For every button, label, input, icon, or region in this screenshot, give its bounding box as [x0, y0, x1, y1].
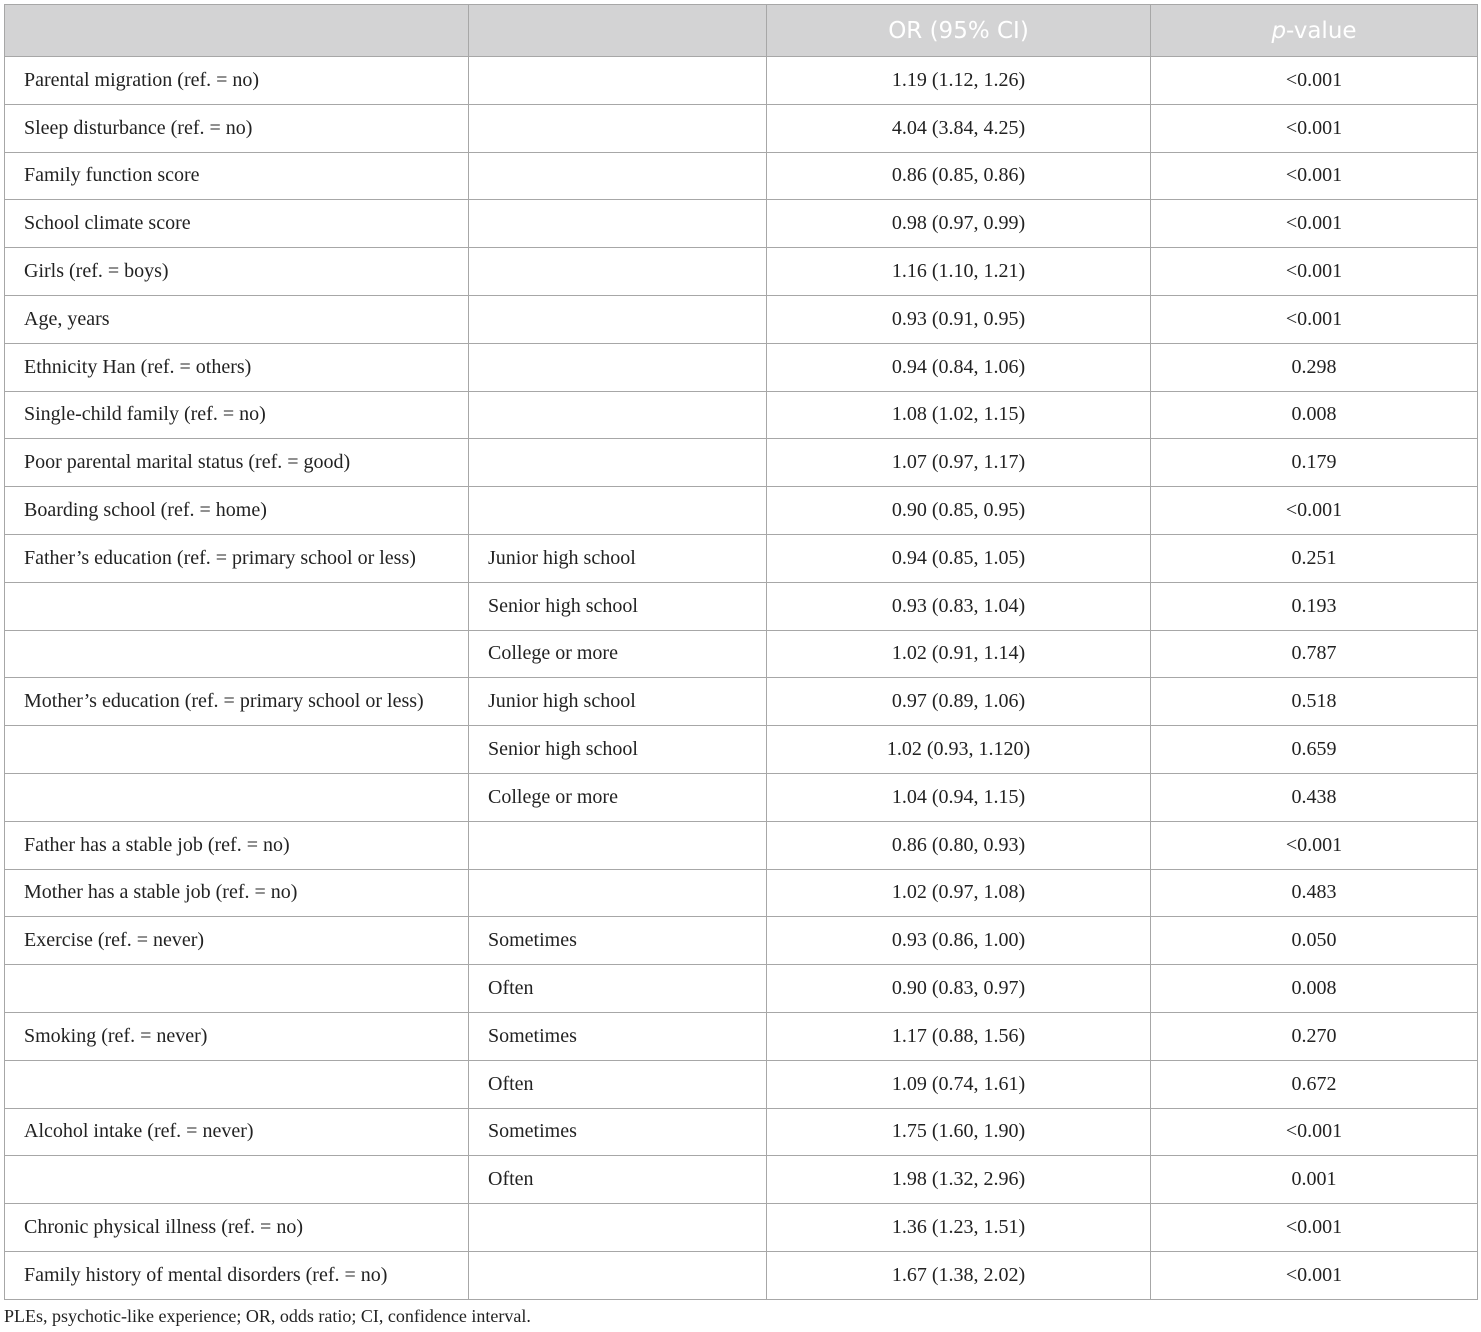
- cell-variable: Girls (ref. = boys): [5, 248, 469, 296]
- cell-variable: [5, 726, 469, 774]
- cell-category: [469, 343, 767, 391]
- cell-category: [469, 487, 767, 535]
- cell-p-value: <0.001: [1151, 487, 1478, 535]
- cell-or-ci: 1.75 (1.60, 1.90): [767, 1108, 1151, 1156]
- cell-category: [469, 200, 767, 248]
- cell-or-ci: 1.17 (0.88, 1.56): [767, 1012, 1151, 1060]
- table-row: [5, 869, 1478, 917]
- cell-variable: School climate score: [5, 200, 469, 248]
- table-row: [5, 1204, 1478, 1252]
- table-body: [5, 57, 1478, 1300]
- cell-variable: [5, 773, 469, 821]
- cell-variable: [5, 630, 469, 678]
- cell-variable: Sleep disturbance (ref. = no): [5, 104, 469, 152]
- cell-p-value: 0.179: [1151, 439, 1478, 487]
- table-row: [5, 104, 1478, 152]
- table-row: [5, 295, 1478, 343]
- header-variable: [5, 5, 469, 57]
- cell-p-value: <0.001: [1151, 57, 1478, 105]
- cell-or-ci: 0.97 (0.89, 1.06): [767, 678, 1151, 726]
- cell-p-value: 0.438: [1151, 773, 1478, 821]
- table-row: [5, 200, 1478, 248]
- cell-category: College or more: [469, 630, 767, 678]
- cell-p-value: 0.008: [1151, 391, 1478, 439]
- table-row: [5, 248, 1478, 296]
- table-row: [5, 1251, 1478, 1299]
- cell-variable: Parental migration (ref. = no): [5, 57, 469, 105]
- cell-category: [469, 1251, 767, 1299]
- cell-or-ci: 1.16 (1.10, 1.21): [767, 248, 1151, 296]
- table-row: [5, 439, 1478, 487]
- cell-category: [469, 295, 767, 343]
- cell-or-ci: 1.07 (0.97, 1.17): [767, 439, 1151, 487]
- table-row: [5, 965, 1478, 1013]
- table-row: [5, 1060, 1478, 1108]
- cell-category: [469, 391, 767, 439]
- cell-or-ci: 0.90 (0.85, 0.95): [767, 487, 1151, 535]
- cell-variable: Smoking (ref. = never): [5, 1012, 469, 1060]
- cell-category: [469, 869, 767, 917]
- cell-p-value: 0.659: [1151, 726, 1478, 774]
- cell-category: College or more: [469, 773, 767, 821]
- cell-p-value: <0.001: [1151, 1204, 1478, 1252]
- odds-ratio-table: [4, 4, 1478, 1300]
- cell-p-value: 0.193: [1151, 582, 1478, 630]
- cell-variable: Family history of mental disorders (ref. = no): [5, 1251, 469, 1299]
- cell-category: [469, 248, 767, 296]
- cell-category: Often: [469, 1156, 767, 1204]
- cell-variable: Age, years: [5, 295, 469, 343]
- header-category: [469, 5, 767, 57]
- cell-category: Sometimes: [469, 917, 767, 965]
- cell-p-value: 0.001: [1151, 1156, 1478, 1204]
- cell-category: Senior high school: [469, 726, 767, 774]
- cell-category: [469, 104, 767, 152]
- table-row: [5, 152, 1478, 200]
- cell-variable: Ethnicity Han (ref. = others): [5, 343, 469, 391]
- table-row: [5, 534, 1478, 582]
- table-row: [5, 1108, 1478, 1156]
- header-p-italic: p: [1271, 17, 1287, 44]
- cell-variable: [5, 965, 469, 1013]
- cell-or-ci: 1.09 (0.74, 1.61): [767, 1060, 1151, 1108]
- cell-p-value: 0.270: [1151, 1012, 1478, 1060]
- cell-p-value: <0.001: [1151, 248, 1478, 296]
- cell-or-ci: 0.94 (0.85, 1.05): [767, 534, 1151, 582]
- cell-p-value: 0.050: [1151, 917, 1478, 965]
- cell-variable: Single-child family (ref. = no): [5, 391, 469, 439]
- cell-p-value: 0.298: [1151, 343, 1478, 391]
- cell-category: [469, 821, 767, 869]
- table-row: [5, 391, 1478, 439]
- cell-p-value: <0.001: [1151, 200, 1478, 248]
- cell-category: [469, 57, 767, 105]
- cell-or-ci: 0.86 (0.85, 0.86): [767, 152, 1151, 200]
- cell-variable: Chronic physical illness (ref. = no): [5, 1204, 469, 1252]
- cell-p-value: <0.001: [1151, 152, 1478, 200]
- cell-p-value: <0.001: [1151, 821, 1478, 869]
- table-row: [5, 57, 1478, 105]
- table-row: [5, 726, 1478, 774]
- cell-or-ci: 0.90 (0.83, 0.97): [767, 965, 1151, 1013]
- cell-p-value: 0.672: [1151, 1060, 1478, 1108]
- cell-category: Sometimes: [469, 1012, 767, 1060]
- cell-p-value: <0.001: [1151, 1251, 1478, 1299]
- cell-category: [469, 1204, 767, 1252]
- table-row: [5, 821, 1478, 869]
- cell-p-value: 0.787: [1151, 630, 1478, 678]
- cell-p-value: 0.251: [1151, 534, 1478, 582]
- cell-variable: Boarding school (ref. = home): [5, 487, 469, 535]
- cell-p-value: 0.008: [1151, 965, 1478, 1013]
- cell-category: [469, 152, 767, 200]
- cell-or-ci: 1.98 (1.32, 2.96): [767, 1156, 1151, 1204]
- cell-or-ci: 1.02 (0.91, 1.14): [767, 630, 1151, 678]
- cell-variable: Family function score: [5, 152, 469, 200]
- cell-variable: [5, 1156, 469, 1204]
- cell-variable: Poor parental marital status (ref. = good): [5, 439, 469, 487]
- table-row: [5, 1156, 1478, 1204]
- cell-variable: [5, 582, 469, 630]
- cell-or-ci: 1.04 (0.94, 1.15): [767, 773, 1151, 821]
- cell-or-ci: 1.08 (1.02, 1.15): [767, 391, 1151, 439]
- cell-or-ci: 4.04 (3.84, 4.25): [767, 104, 1151, 152]
- table-row: [5, 343, 1478, 391]
- header-p-rest: -value: [1286, 17, 1357, 44]
- cell-or-ci: 1.36 (1.23, 1.51): [767, 1204, 1151, 1252]
- cell-p-value: 0.518: [1151, 678, 1478, 726]
- table-row: [5, 582, 1478, 630]
- cell-variable: Mother’s education (ref. = primary school or less): [5, 678, 469, 726]
- cell-p-value: <0.001: [1151, 104, 1478, 152]
- cell-or-ci: 0.86 (0.80, 0.93): [767, 821, 1151, 869]
- cell-variable: Exercise (ref. = never): [5, 917, 469, 965]
- cell-category: Sometimes: [469, 1108, 767, 1156]
- cell-variable: [5, 1060, 469, 1108]
- cell-or-ci: 0.93 (0.91, 0.95): [767, 295, 1151, 343]
- table-row: [5, 1012, 1478, 1060]
- cell-or-ci: 0.94 (0.84, 1.06): [767, 343, 1151, 391]
- cell-or-ci: 1.02 (0.93, 1.120): [767, 726, 1151, 774]
- table-row: [5, 630, 1478, 678]
- cell-or-ci: 1.67 (1.38, 2.02): [767, 1251, 1151, 1299]
- cell-category: Senior high school: [469, 582, 767, 630]
- results-table-container: [4, 4, 1477, 1300]
- header-or-ci: OR (95% CI): [767, 5, 1151, 57]
- cell-or-ci: 0.93 (0.83, 1.04): [767, 582, 1151, 630]
- table-header-row: [5, 5, 1478, 57]
- table-row: [5, 487, 1478, 535]
- cell-p-value: <0.001: [1151, 295, 1478, 343]
- table-row: [5, 917, 1478, 965]
- cell-category: Junior high school: [469, 678, 767, 726]
- cell-p-value: 0.483: [1151, 869, 1478, 917]
- cell-variable: Father’s education (ref. = primary school or less): [5, 534, 469, 582]
- cell-category: Junior high school: [469, 534, 767, 582]
- cell-or-ci: 0.93 (0.86, 1.00): [767, 917, 1151, 965]
- table-footnote: PLEs, psychotic-like experience; OR, odds ratio; CI, confidence interval.: [4, 1306, 531, 1326]
- header-p-value: [1151, 5, 1478, 57]
- cell-variable: Mother has a stable job (ref. = no): [5, 869, 469, 917]
- cell-or-ci: 1.19 (1.12, 1.26): [767, 57, 1151, 105]
- cell-variable: Alcohol intake (ref. = never): [5, 1108, 469, 1156]
- cell-p-value: <0.001: [1151, 1108, 1478, 1156]
- cell-or-ci: 1.02 (0.97, 1.08): [767, 869, 1151, 917]
- cell-category: Often: [469, 965, 767, 1013]
- cell-variable: Father has a stable job (ref. = no): [5, 821, 469, 869]
- table-row: [5, 678, 1478, 726]
- table-row: [5, 773, 1478, 821]
- cell-category: [469, 439, 767, 487]
- cell-or-ci: 0.98 (0.97, 0.99): [767, 200, 1151, 248]
- cell-category: Often: [469, 1060, 767, 1108]
